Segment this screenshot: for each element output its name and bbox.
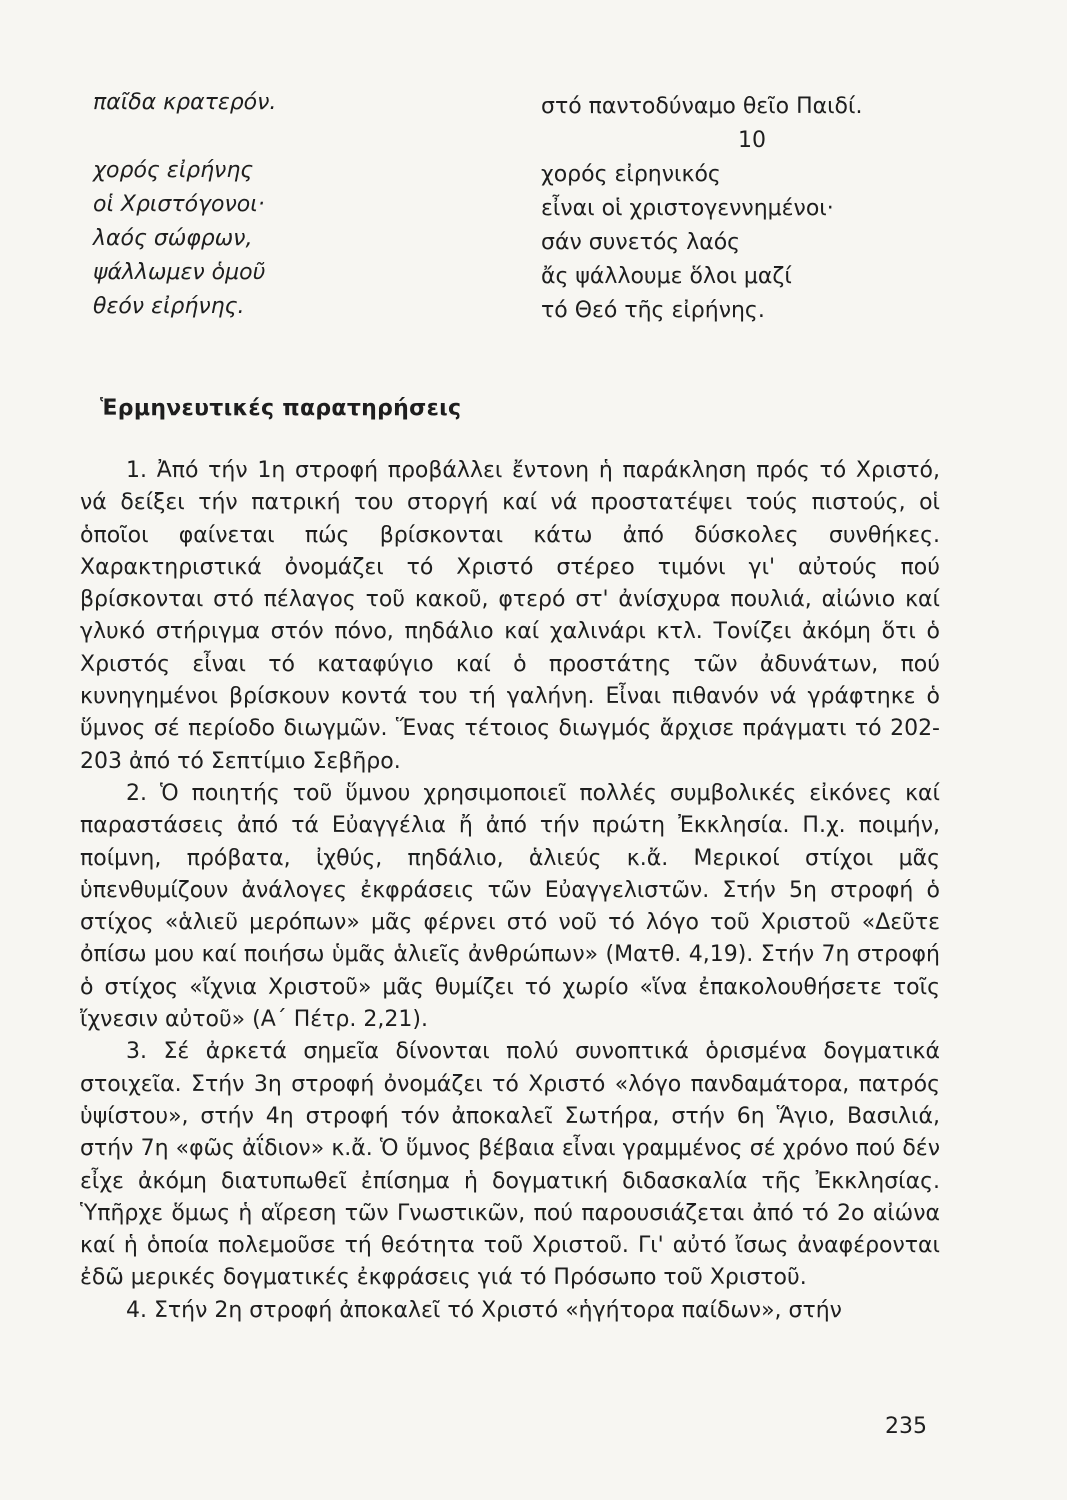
stanza-gap [93, 120, 276, 154]
section-heading: Ἑρμηνευτικές παρατηρήσεις [100, 396, 462, 421]
modern-greek-translation [541, 90, 967, 328]
verse-line: χορός εἰρήνης [93, 158, 254, 183]
verse-line: θεόν εἰρήνης. [93, 294, 245, 319]
verse-line: ψάλλωμεν ὁμοῦ [93, 260, 266, 285]
translation-line: χορός εἰρηνικός [541, 162, 721, 187]
commentary-paragraph: 2. Ὁ ποιητής τοῦ ὕμνου χρησιμοποιεῖ πολλές συμβολικές εἰκόνες καί παραστάσεις ἀπό τά Εὐαγγέλια ἤ ἀπό τήν πρώτη Ἐκκλησία. Π.χ. ποιμήν, ποίμνη, πρόβατα, ἰχθύς, πηδάλιο, ἁλιεύς κ.ἄ. Μερικοί στίχοι μᾶς ὑπενθυμίζουν ἀνάλογες ἐκφράσεις τῶν Εὐαγγελιστῶν. Στήν 5η στροφή ὁ στίχος «ἁλιεῦ μερόπων» μᾶς φέρνει στό νοῦ τό λόγο τοῦ Χριστοῦ «Δεῦτε ὀπίσω μου καί ποιήσω ὑμᾶς ἁλιεῖς ἀνθρώπων» (Ματθ. 4,19). Στήν 7η στροφή ὁ στίχος «ἴχνια Χριστοῦ» μᾶς θυμίζει τό χωρίο «ἵνα ἐπακολουθήσετε τοῖς ἴχνεσιν αὐτοῦ» (Α΄ Πέτρ. 2,21). [80, 780, 940, 1033]
commentary-body [80, 455, 940, 1327]
verse-line: οἱ Χριστόγονοι· [93, 192, 265, 217]
translation-line: στό παντοδύναμο θεῖο Παιδί. [541, 94, 863, 119]
translation-line: εἶναι οἱ χριστογεννημένοι· [541, 196, 834, 221]
verse-line: παῖδα κρατερόν. [93, 90, 277, 115]
commentary-paragraph: 4. Στήν 2η στροφή ἀποκαλεῖ τό Χριστό «ἡγήτορα παίδων», στήν [126, 1297, 842, 1323]
commentary-paragraph: 1. Ἀπό τήν 1η στροφή προβάλλει ἔντονη ἡ παράκληση πρός τό Χριστό, νά δείξει τήν πατρική του στοργή καί νά προστατέψει τούς πιστούς, οἱ ὁποῖοι φαίνεται πώς βρίσκονται κάτω ἀπό δύσκολες συνθήκες. Χαρακτηριστικά ὀνομάζει τό Χριστό στέρεο τιμόνι γι' αὐτούς πού βρίσκονται στό πέλαγος τοῦ κακοῦ, φτερό στ' ἀνίσχυρα πουλιά, αἰώνιο καί γλυκό στήριγμα στόν πόνο, πηδάλιο καί χαλινάρι κτλ. Τονίζει ἀκόμη ὅτι ὁ Χριστός εἶναι τό καταφύγιο καί ὁ προστάτης τῶν ἀδυνάτων, πού κυνηγημένοι βρίσκουν κοντά του τή γαλήνη. Εἶναι πιθανόν νά γράφτηκε ὁ ὕμνος σέ περίοδο διωγμῶν. Ἕνας τέτοιος διωγμός ἄρχισε πράγματι τό 202-203 ἀπό τό Σεπτίμιο Σεβῆρο. [80, 458, 940, 774]
translation-line: σάν συνετός λαός [541, 230, 741, 255]
translation-line: τό Θεό τῆς εἰρήνης. [541, 298, 765, 323]
verse-line: λαός σώφρων, [93, 226, 253, 251]
stanza-number: 10 [738, 128, 766, 153]
page-number: 235 [885, 1414, 927, 1439]
translation-line: ἄς ψάλλουμε ὅλοι μαζί [541, 264, 792, 289]
ancient-greek-verse [93, 86, 276, 324]
commentary-paragraph: 3. Σέ ἀρκετά σημεῖα δίνονται πολύ συνοπτικά ὁρισμένα δογματικά στοιχεῖα. Στήν 3η στροφή ὀνομάζει τό Χριστό «λόγο πανδαμάτορα, πατρός ὑψίστου», στήν 4η στροφή τόν ἀποκαλεῖ Σωτήρα, στήν 6η Ἅγιο, Βασιλιά, στήν 7η «φῶς ἀΐδιον» κ.ἄ. Ὁ ὕμνος βέβαια εἶναι γραμμένος σέ χρόνο πού δέν εἶχε ἀκόμη διατυπωθεῖ ἐπίσημα ἡ δογματική διδασκαλία τῆς Ἐκκλησίας. Ὑπῆρχε ὅμως ἡ αἵρεση τῶν Γνωστικῶν, πού παρουσιάζεται ἀπό τό 2ο αἰώνα καί ἡ ὁποία πολεμοῦσε τή θεότητα τοῦ Χριστοῦ. Γι' αὐτό ἴσως ἀναφέρονται ἐδῶ μερικές δογματικές ἐκφράσεις γιά τό Πρόσωπο τοῦ Χριστοῦ. [80, 1039, 940, 1291]
